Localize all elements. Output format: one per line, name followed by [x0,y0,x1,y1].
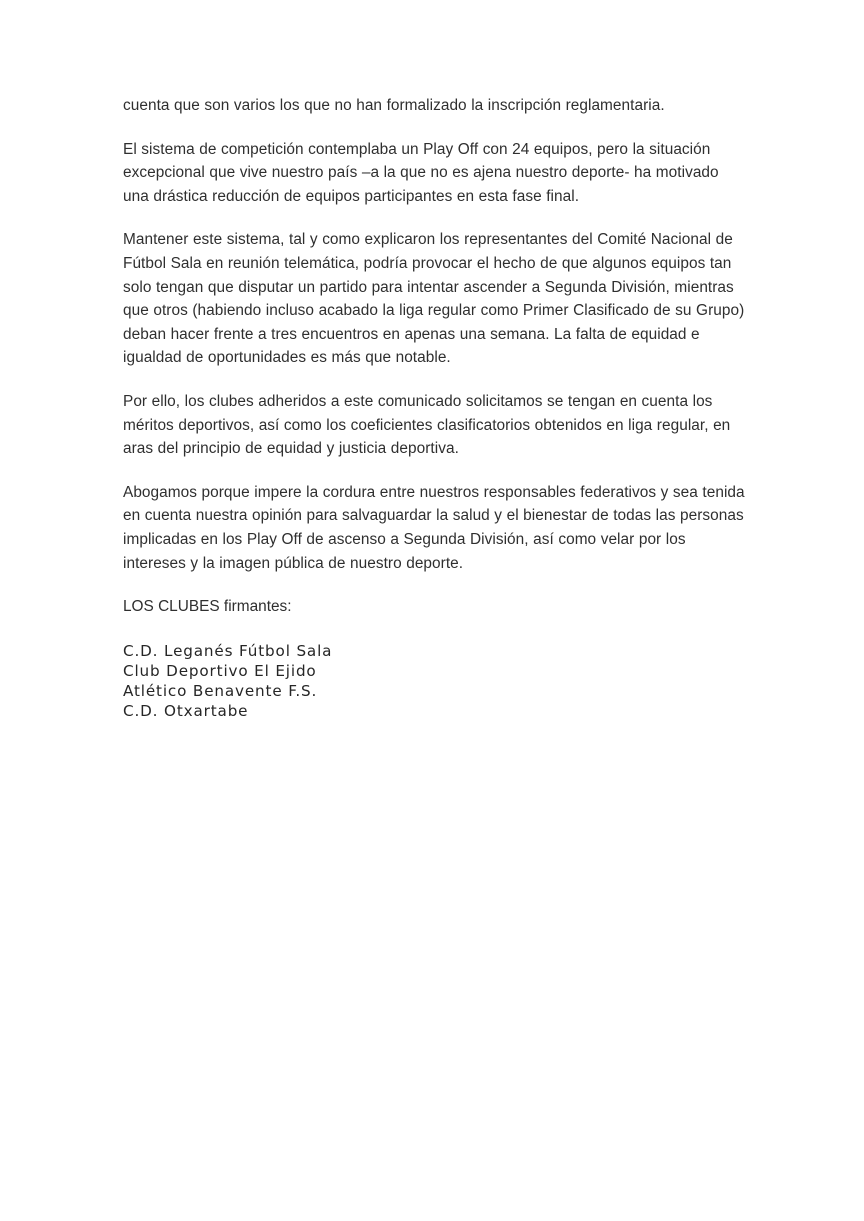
list-item: C.D. Leganés Fútbol Sala [123,641,333,660]
paragraph-4: Por ello, los clubes adheridos a este comunicado solicitamos se tengan en cuenta los méritos deportivos, así como los coeficientes clasificatorios obtenidos en liga regular, en aras del principio de equidad y justicia deportiva. [123,392,735,458]
paragraph-5: Abogamos porque impere la cordura entre nuestros responsables federativos y sea tenida en cuenta nuestra opinión para salvaguardar la salud y el bienestar de todas las personas implicadas en los Play Off de ascenso a Segunda División, así como velar por los intereses y la imagen pública de nuestro deporte. [123,483,750,572]
paragraph-2: El sistema de competición contemplaba un Play Off con 24 equipos, pero la situación excepcional que vive nuestro país –a la que no es ajena nuestro deporte- ha motivado una drástica reducción de equipos participantes en esta fase final. [123,140,724,205]
signature-list [123,641,745,722]
list-item: C.D. Otxartabe [123,702,249,721]
list-item: Atlético Benavente F.S. [123,682,318,701]
paragraph-3: Mantener este sistema, tal y como explicaron los representantes del Comité Nacional de Fútbol Sala en reunión telemática, podría provocar el hecho de que algunos equipos tan solo tengan que disputar un partido para intentar ascender a Segunda División, mientras que otros (habiendo incluso acabado la liga regular como Primer Clasificado de su Grupo) deban hacer frente a tres encuentros en apenas una semana. La falta de equidad e igualdad de oportunidades es más que notable. [123,231,749,367]
signature-intro: LOS CLUBES firmantes: [123,598,292,616]
paragraph-1: cuenta que son varios los que no han formalizado la inscripción reglamentaria. [123,97,665,114]
document-body [123,94,750,722]
list-item: Club Deportivo El Ejido [123,661,317,680]
